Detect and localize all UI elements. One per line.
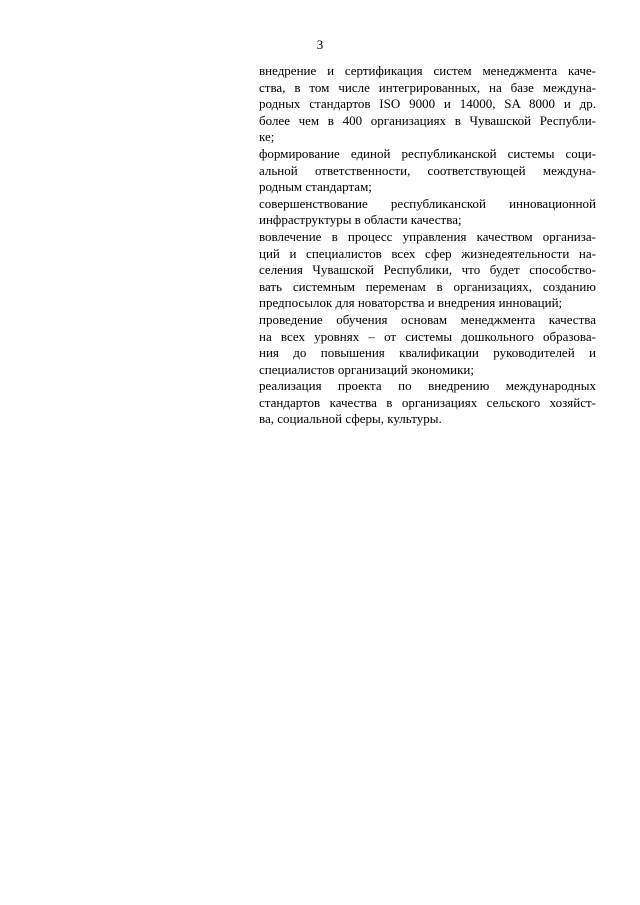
- text-line: более чем в 400 организациях в Чувашской Республи-: [259, 112, 596, 128]
- text-line: ния до повышения квалификации руководителей и: [259, 345, 596, 361]
- paragraph: [259, 312, 596, 378]
- paragraph: [259, 63, 596, 146]
- paragraph: [259, 196, 596, 229]
- text-line: совершенствование республиканской инновационной: [259, 195, 596, 211]
- text-line: родным стандартам;: [259, 179, 372, 195]
- text-line: формирование единой республиканской системы соци-: [259, 145, 596, 161]
- text-line: реализация проекта по внедрению международных: [259, 378, 596, 394]
- text-line: стандартов качества в организациях сельского хозяйст-: [259, 394, 596, 410]
- text-line: родных стандартов ISO 9000 и 14000, SA 8000 и др.: [259, 96, 596, 112]
- text-line: внедрение и сертификация систем менеджмента каче-: [259, 63, 596, 78]
- text-line: вать системным переменам в организациях, созданию: [259, 278, 596, 294]
- text-line: вовлечение в процесс управления качеством организа-: [259, 228, 596, 244]
- text-line: ва, социальной сферы, культуры.: [259, 411, 442, 427]
- text-line: ке;: [259, 129, 275, 145]
- text-line: альной ответственности, соответствующей междуна-: [259, 162, 596, 178]
- page-number: 3: [316, 37, 324, 52]
- text-line: ства, в том числе интегрированных, на базе междуна-: [259, 79, 596, 95]
- paragraph: [259, 146, 596, 196]
- text-line: предпосылок для новаторства и внедрения инноваций;: [259, 295, 563, 311]
- text-line: специалистов организаций экономики;: [259, 361, 474, 377]
- text-line: проведение обучения основам менеджмента качества: [259, 311, 596, 327]
- body-text: [259, 63, 596, 428]
- paragraph: [259, 229, 596, 312]
- text-line: селения Чувашской Республики, что будет способство-: [259, 262, 596, 278]
- text-line: ций и специалистов всех сфер жизнедеятельности на-: [259, 245, 596, 261]
- text-line: инфраструктуры в области качества;: [259, 212, 462, 228]
- text-line: на всех уровнях – от системы дошкольного образова-: [259, 328, 596, 344]
- paragraph: [259, 378, 596, 428]
